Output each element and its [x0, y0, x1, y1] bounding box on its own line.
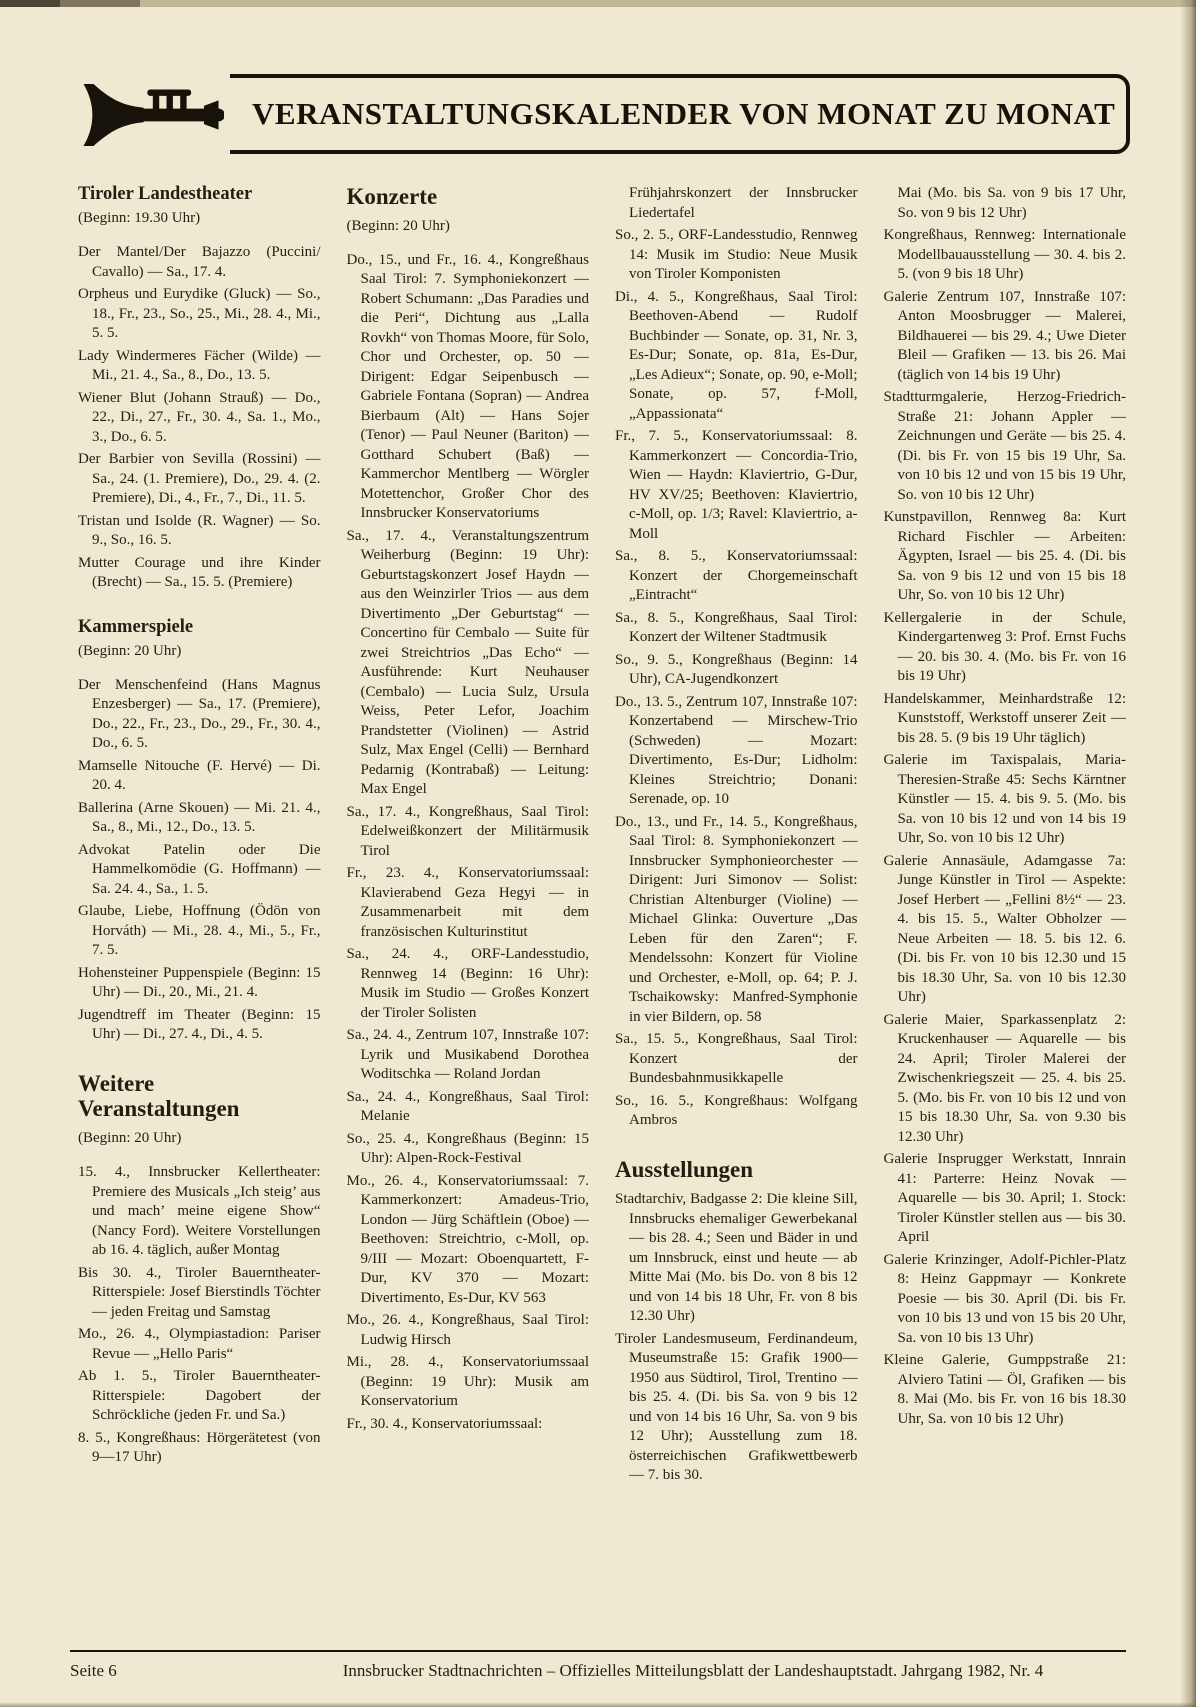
- event-item: 8. 5., Kongreßhaus: Hörgerätetest (von 9—17 Uhr): [78, 1429, 321, 1465]
- footer-imprint: Innsbrucker Stadtnachrichten – Offizielles Mitteilungsblatt der Landeshauptstadt. Jahrgang 1982, Nr. 4: [342, 1661, 1044, 1680]
- section-heading: Konzerte: [346, 184, 438, 209]
- column: [884, 184, 1127, 1615]
- event-item: Mo., 26. 4., Konservatoriumssaal: 7. Kammerkonzert: Amadeus-Trio, London — Jürg Schäftlein (Oboe) — Beethoven: Streichtrio, c-Moll, op. 9/III — Mozart: Oboenquartett, F-Dur, KV 370 — Mozart: Divertimento, Es-Dur, KV 563: [346, 1172, 589, 1306]
- event-item: 15. 4., Innsbrucker Kellertheater: Premiere des Musicals „Ich steig’ aus und mach’ meine eigene Show“ (Nancy Ford). Weitere Vorstellungen ab 16. 4. täglich, außer Montag: [78, 1164, 321, 1258]
- event-item: Kellergalerie in der Schule, Kindergartenweg 3: Prof. Ernst Fuchs — 20. bis 30. 4. (Mo. bis Fr. von 16 bis 19 Uhr): [883, 609, 1126, 684]
- event-item: So., 25. 4., Kongreßhaus (Beginn: 15 Uhr): Alpen-Rock-Festival: [346, 1130, 589, 1167]
- event-item-continued: Mai (Mo. bis Sa. von 9 bis 17 Uhr, So. von 9 bis 12 Uhr): [897, 185, 1126, 221]
- event-item: Galerie Annasäule, Adamgasse 7a: Junge Künstler in Tirol — Aspekte: Josef Herbert — „Fellini 8½“ — 23. 4. bis 15. 5., Walter Obholzer — Neue Arbeiten — 18. 5. bis 12. 6. (Di. bis Fr. von 10 bis 12.30 und 15 bis 18.30 Uhr, Sa. von 10 bis 12.30 Uhr): [883, 852, 1126, 1005]
- section-note: (Beginn: 20 Uhr): [346, 217, 450, 234]
- event-item: Galerie Insprugger Werkstatt, Innrain 41: Parterre: Heinz Novak — Aquarelle — bis 30. April; 1. Stock: Tiroler Künstler stellen aus — bis 30. April: [883, 1151, 1126, 1245]
- event-item: Fr., 7. 5., Konservatoriumssaal: 8. Kammerkonzert — Concordia-Trio, Wien — Haydn: Klaviertrio, G-Dur, HV XV/25; Beethoven: Klaviertrio, c-Moll, op. 1/3; Ravel: Klaviertrio, a-Moll: [615, 428, 858, 542]
- scan-edge-top: [0, 0, 1196, 7]
- event-item: Do., 13. 5., Zentrum 107, Innstraße 107: Konzertabend — Mirschew-Trio (Schweden) — Mozart: Divertimento, Es-Dur; Lidholm: Kleines Streichtrio; Donani: Serenade, op. 10: [615, 693, 858, 807]
- event-item: Jugendtreff im Theater (Beginn: 15 Uhr) — Di., 27. 4., Di., 4. 5.: [78, 1006, 321, 1042]
- section-heading: Tiroler Landestheater: [78, 184, 253, 204]
- event-item: Ballerina (Arne Skouen) — Mi. 21. 4., Sa., 8., Mi., 12., Do., 13. 5.: [78, 799, 321, 835]
- event-item: Fr., 23. 4., Konservatoriumssaal: Klavierabend Geza Hegyi — in Zusammenarbeit mit dem französischen Kulturinstitut: [346, 865, 589, 940]
- event-item: Glaube, Liebe, Hoffnung (Ödön von Horváth) — Mi., 28. 4., Mi., 5., Fr., 7. 5.: [78, 903, 321, 958]
- event-item: Sa., 17. 4., Veranstaltungszentrum Weiherburg (Beginn: 19 Uhr): Geburtstagskonzert Josef Haydn — aus den Weinzirler Trios — aus dem Divertimento „Der Geburtstag“ — Concertino für Cembalo — Suite für zwei Streichtrios „Das Echo“ — Ausführende: Kurt Neuhauser (Cembalo) — Lucia Sulz, Ursula Weiss, Peter Lefor, Joachim Prandstetter (Violinen) — Astrid Sulz, Max Engel (Celli) — Bernhard Pedarnig (Kontrabaß) — Leitung: Max Engel: [346, 527, 589, 798]
- section-note: (Beginn: 20 Uhr): [78, 1130, 182, 1146]
- event-item: So., 9. 5., Kongreßhaus (Beginn: 14 Uhr), CA-Jugendkonzert: [615, 651, 858, 687]
- event-item: Sa., 24. 4., ORF-Landesstudio, Rennweg 14 (Beginn: 16 Uhr): Musik im Studio — Großes Konzert der Tiroler Solisten: [346, 946, 589, 1021]
- event-item: Sa., 15. 5., Kongreßhaus, Saal Tirol: Konzert der Bundesbahnmusikkapelle: [615, 1031, 858, 1086]
- scan-edge-right: [1180, 0, 1196, 1707]
- event-item: Mutter Courage und ihre Kinder (Brecht) — Sa., 15. 5. (Premiere): [78, 554, 321, 590]
- section-heading: Weitere Veranstaltungen: [78, 1070, 240, 1122]
- event-item: Galerie im Taxispalais, Maria-Theresien-Straße 45: Sechs Kärntner Künstler — 15. 4. bis 9. 5. (Mo. bis Sa. von 10 bis 12 und von 14 bis 19 Uhr, So. von 10 bis 12 Uhr): [883, 752, 1126, 846]
- event-item: Galerie Maier, Sparkassenplatz 2: Kruckenhauser — Aquarelle — bis 24. April; Tiroler Malerei der Zwischenkriegszeit — 25. 4. bis 25. 5. (Mo. bis Fr. von 10 bis 12 und von 15 bis 18.30 Uhr, Sa. von 9.30 bis 12.30 Uhr): [883, 1011, 1126, 1145]
- event-item: Wiener Blut (Johann Strauß) — Do., 22., Di., 27., Fr., 30. 4., Sa. 1., Mo., 3., Do., 6. 5.: [78, 389, 321, 445]
- event-item: Mo., 26. 4., Kongreßhaus, Saal Tirol: Ludwig Hirsch: [346, 1312, 589, 1348]
- event-item: Bis 30. 4., Tiroler Bauerntheater-Ritterspiele: Josef Bierstindls Töchter — jeden Freitag und Samstag: [78, 1264, 321, 1320]
- event-item: Galerie Krinzinger, Adolf-Pichler-Platz 8: Heinz Gappmayr — Konkrete Poesie — bis 30. April (Di. bis Fr. von 10 bis 13 und von 15 bis 20 Uhr, Sa. von 10 bis 13 Uhr): [883, 1251, 1126, 1346]
- event-item: Mamselle Nitouche (F. Hervé) — Di. 20. 4.: [78, 757, 321, 793]
- event-item: Sa., 8. 5., Konservatoriumssaal: Konzert der Chorgemeinschaft „Eintracht“: [615, 548, 858, 603]
- scan-edge-bottom: [0, 1702, 1196, 1707]
- event-item: Kongreßhaus, Rennweg: Internationale Modellbauausstellung — 30. 4. bis 2. 5. (von 9 bis 18 Uhr): [883, 227, 1126, 282]
- event-item: Galerie Zentrum 107, Innstraße 107: Anton Moosbrugger — Malerei, Bildhauerei — bis 29. 4.; Uwe Dieter Bleil — Grafiken — 13. bis 26. Mai (täglich von 14 bis 19 Uhr): [883, 288, 1126, 383]
- event-item: Tristan und Isolde (R. Wagner) — So. 9., So., 16. 5.: [78, 512, 321, 548]
- event-item: Orpheus und Eurydike (Gluck) — So., 18., Fr., 23., So., 25., Mi., 28. 4., Mi., 5. 5.: [78, 286, 321, 341]
- column: [78, 184, 321, 1615]
- event-item: Sa., 8. 5., Kongreßhaus, Saal Tirol: Konzert der Wiltener Stadtmusik: [615, 609, 858, 645]
- page-title: VERANSTALTUNGSKALENDER VON MONAT ZU MONAT: [252, 96, 1116, 131]
- page-number: Seite 6: [70, 1661, 117, 1680]
- event-item: Sa., 24. 4., Zentrum 107, Innstraße 107: Lyrik und Musikabend Dorothea Woditschka — Roland Jordan: [346, 1027, 589, 1083]
- event-item: So., 2. 5., ORF-Landesstudio, Rennweg 14: Musik im Studio: Neue Musik von Tiroler Komponisten: [615, 227, 858, 282]
- event-item: Advokat Patelin oder Die Hammelkomödie (G. Hoffmann) — Sa. 24. 4., Sa., 1. 5.: [78, 841, 321, 897]
- event-item: Der Mantel/Der Bajazzo (Puccini/ Cavallo) — Sa., 17. 4.: [78, 244, 321, 280]
- section-heading: Ausstellungen: [615, 1156, 754, 1182]
- event-item: Stadtarchiv, Badgasse 2: Die kleine Sill, Innsbrucks ehemaliger Gewerbekanal — bis 28. 4.; Seen und Bäder in und um Innsbruck, einst und heute — ab Mitte Mai (Mo. bis Do. von 8 bis 12 und von 14 bis 18 Uhr, Fr. von 8 bis 12.30 Uhr): [615, 1191, 858, 1325]
- event-item: Ab 1. 5., Tiroler Bauerntheater-Ritterspiele: Dagobert der Schröckliche (jeden Fr. und Sa.): [78, 1368, 321, 1423]
- event-item-continued: Frühjahrskonzert der Innsbrucker Liedertafel: [629, 185, 858, 221]
- event-item: Do., 13., und Fr., 14. 5., Kongreßhaus, Saal Tirol: 8. Symphoniekonzert — Innsbrucker Symphonieorchester — Dirigent: Juri Simonov — Solist: Christian Altenburger (Violine) — Michael Glinka: Ouverture „Das Leben für den Zaren“; F. Mendelssohn: Konzert für Violine und Orchester, e-Moll, op. 64; P. J. Tschaikowsky: Manfred-Symphonie in vier Bildern, op. 58: [615, 813, 858, 1025]
- content-columns: [78, 184, 1126, 1615]
- event-item: Fr., 30. 4., Konservatoriumssaal:: [346, 1415, 543, 1432]
- event-item: Stadtturmgalerie, Herzog-Friedrich-Straße 21: Johann Appler — Zeichnungen und Geräte — bis 25. 4. (Di. bis Fr. von 15 bis 19 Uhr, Sa. von 10 bis 12 und von 15 bis 19 Uhr, So. von 10 bis 12 Uhr): [883, 389, 1126, 503]
- page-footer: [70, 1650, 1126, 1681]
- event-item: Mo., 26. 4., Olympiastadion: Pariser Revue — „Hello Paris“: [78, 1326, 321, 1362]
- event-item: Mi., 28. 4., Konservatoriumssaal (Beginn: 19 Uhr): Musik am Konservatorium: [346, 1354, 589, 1410]
- column: [347, 184, 590, 1615]
- event-item: So., 16. 5., Kongreßhaus: Wolfgang Ambros: [615, 1092, 858, 1128]
- event-item: Sa., 17. 4., Kongreßhaus, Saal Tirol: Edelweißkonzert der Militärmusik Tirol: [346, 803, 589, 859]
- event-item: Tiroler Landesmuseum, Ferdinandeum, Museumstraße 15: Grafik 1900—1950 aus Südtirol, Tirol, Trentino — bis 25. 4. (Di. bis Sa. von 9 bis 12 und von 14 bis 16 Uhr, Sa. von 9 bis 12 Uhr); Ausstellung zum 18. österreichischen Grafikwettbewerb — 7. bis 30.: [615, 1330, 858, 1484]
- section-note: (Beginn: 19.30 Uhr): [78, 210, 201, 226]
- event-item: Lady Windermeres Fächer (Wilde) — Mi., 21. 4., Sa., 8., Do., 13. 5.: [78, 347, 321, 383]
- event-item: Sa., 24. 4., Kongreßhaus, Saal Tirol: Melanie: [346, 1088, 589, 1125]
- event-item: Handelskammer, Meinhardstraße 12: Kunststoff, Werkstoff unserer Zeit — bis 28. 5. (9 bis 19 Uhr täglich): [883, 690, 1126, 746]
- event-item: Hohensteiner Puppenspiele (Beginn: 15 Uhr) — Di., 20., Mi., 21. 4.: [78, 964, 321, 1000]
- event-item: Di., 4. 5., Kongreßhaus, Saal Tirol: Beethoven-Abend — Rudolf Buchbinder — Sonate, op. 31, Nr. 3, Es-Dur; Sonate, op. 81a, Es-Dur, „Les Adieux“; Sonate, op. 90, e-Moll; Sonate, op. 57, f-Moll, „Appassionata“: [615, 288, 858, 422]
- event-item: Der Menschenfeind (Hans Magnus Enzesberger) — Sa., 17. (Premiere), Do., 22., Fr., 23., Do., 29., Fr., 30. 4., Do., 6. 5.: [78, 676, 321, 751]
- event-item: Kleine Galerie, Gumppstraße 21: Alviero Tatini — Öl, Grafiken — bis 8. Mai (Mo. bis Fr. von 16 bis 18.30 Uhr, Sa. von 10 bis 12 Uhr): [883, 1352, 1126, 1427]
- column: [615, 184, 858, 1615]
- trumpet-icon: [72, 64, 230, 166]
- event-item: Kunstpavillon, Rennweg 8a: Kurt Richard Fischler — Arbeiten: Ägypten, Israel — bis 25. 4. (Di. bis Sa. von 9 bis 12 und von 15 bis 18 Uhr, So. von 10 bis 12 Uhr): [883, 509, 1126, 603]
- section-heading: Kammerspiele: [78, 616, 194, 637]
- section-note: (Beginn: 20 Uhr): [78, 642, 182, 659]
- event-item: Do., 15., und Fr., 16. 4., Kongreßhaus Saal Tirol: 7. Symphoniekonzert — Robert Schumann: „Das Paradies und die Peri“, Dichtung aus „Lalla Rovkh“ von Thomas Moore, für Solo, Chor und Orchester, op. 50 — Dirigent: Edgar Seipenbusch — Gabriele Fontana (Sopran) — Andrea Bierbaum (Alt) — Hans Sojer (Tenor) — Paul Neuner (Bariton) — Gotthard Schubert (Baß) — Kammerchor Mentlberg — Wörgler Motettenchor, Großer Chor des Innsbrucker Konservatoriums: [346, 251, 589, 522]
- event-item: Der Barbier von Sevilla (Rossini) — Sa., 24. (1. Premiere), Do., 29. 4. (2. Premiere), Di., 4., Fr., 7., Di., 11. 5.: [78, 451, 321, 506]
- calendar-masthead: [76, 74, 1130, 154]
